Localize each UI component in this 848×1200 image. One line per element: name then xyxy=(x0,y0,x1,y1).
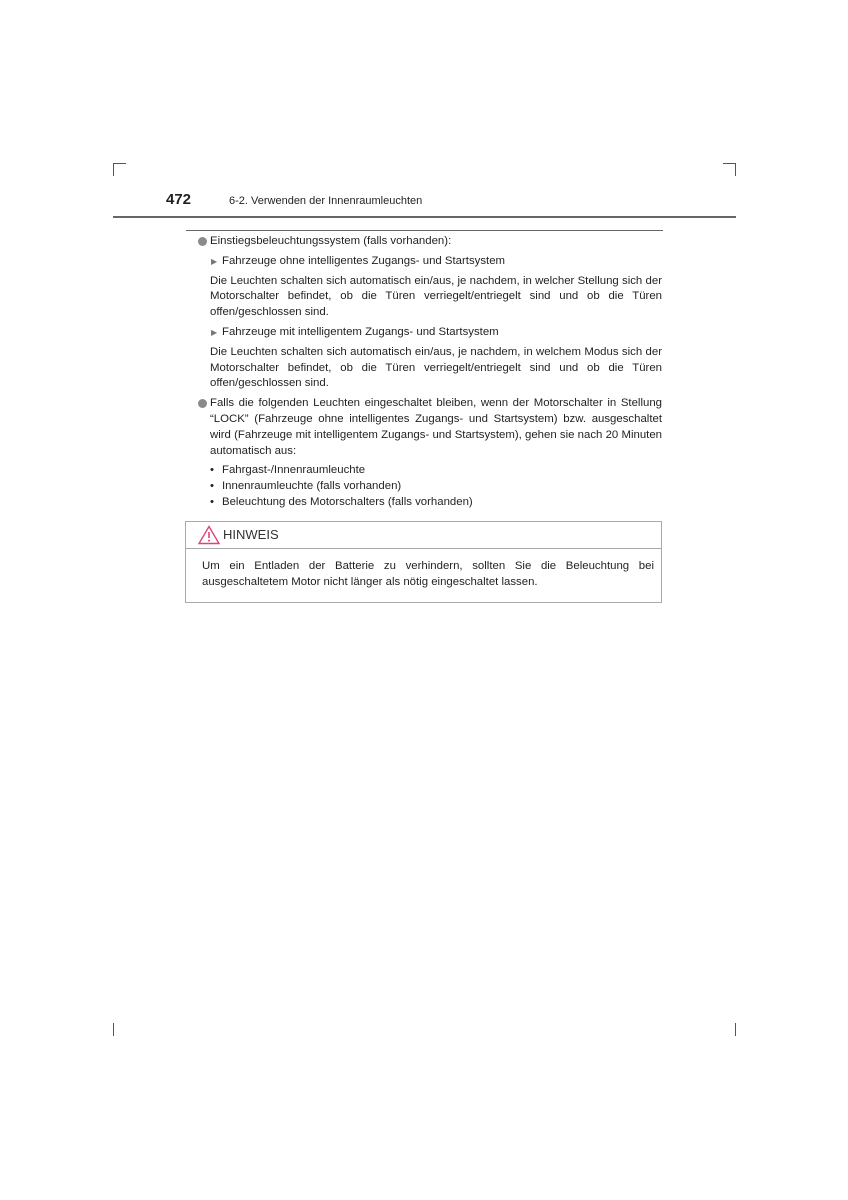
content-rule xyxy=(186,230,663,231)
notice-title: HINWEIS xyxy=(223,527,279,542)
sub-paragraph: Die Leuchten schalten sich automatisch ein/aus, je nachdem, in welchem Modus sich der Motorschalter befindet, ob die Türen verriegelt/entriegelt sind und ob die Türen offen/geschlossen sind. xyxy=(210,345,662,390)
list-item: • Fahrgast-/Innenraumleuchte xyxy=(210,463,662,479)
item-text: Falls die folgenden Leuchten eingeschaltet bleiben, wenn der Motorschalter in Stellung “LOCK” (Fahrzeuge ohne intelligentes Zugangs- und Startsystem) bzw. ausgeschaltet wird (Fahrzeuge mit intelligentem Zugangs- und Startsystem), gehen sie nach 20 Minuten automatisch aus: xyxy=(210,397,662,457)
sub-heading-without-smart-key xyxy=(196,254,662,270)
crop-mark-bottom-left xyxy=(113,1023,114,1036)
crop-mark-top-left-v xyxy=(113,163,114,176)
notice-header xyxy=(186,522,661,549)
lamp-list xyxy=(210,463,662,510)
bullet-icon: • xyxy=(210,464,214,477)
list-item: • Innenraumleuchte (falls vorhanden) xyxy=(210,479,662,495)
crop-mark-top-left-h xyxy=(113,163,126,164)
sub-heading-text: Fahrzeuge ohne intelligentes Zugangs- und Startsystem xyxy=(222,254,506,267)
crop-mark-top-right-h xyxy=(723,163,736,164)
header-rule xyxy=(113,216,736,218)
list-item-entry-lighting xyxy=(196,234,662,250)
bullet-dot-icon xyxy=(198,237,207,246)
section-title: 6-2. Verwenden der Innenraumleuchten xyxy=(229,195,423,207)
sub-heading-text: Fahrzeuge mit intelligentem Zugangs- und Startsystem xyxy=(222,325,499,338)
main-content xyxy=(196,234,662,511)
crop-mark-bottom-right xyxy=(735,1023,736,1036)
notice-text: Um ein Entladen der Batterie zu verhindern, sollten Sie die Beleuchtung bei ausgeschaltetem Motor nicht länger als nötig eingeschaltet lassen. xyxy=(202,560,654,588)
crop-mark-top-right-v xyxy=(735,163,736,176)
triangle-right-icon: ▶ xyxy=(211,327,218,337)
list-item-auto-off xyxy=(196,396,662,459)
bullet-icon: • xyxy=(210,495,214,508)
sub-paragraph: Die Leuchten schalten sich automatisch ein/aus, je nachdem, in welcher Stellung sich der Motorschalter befindet, ob die Türen verriegelt/entriegelt sind und ob die Türen offen/geschlossen sind. xyxy=(210,274,662,319)
bullet-dot-icon xyxy=(198,399,207,408)
triangle-right-icon: ▶ xyxy=(211,256,218,266)
sub-heading-with-smart-key xyxy=(196,325,662,341)
list-item: • Beleuchtung des Motorschalters (falls vorhanden) xyxy=(210,495,662,511)
warning-triangle-icon xyxy=(198,525,220,545)
page-number: 472 xyxy=(166,191,192,208)
bullet-icon: • xyxy=(210,480,214,493)
notice-box xyxy=(185,521,662,603)
item-text: Einstiegsbeleuchtungssystem (falls vorhanden): xyxy=(210,235,452,247)
